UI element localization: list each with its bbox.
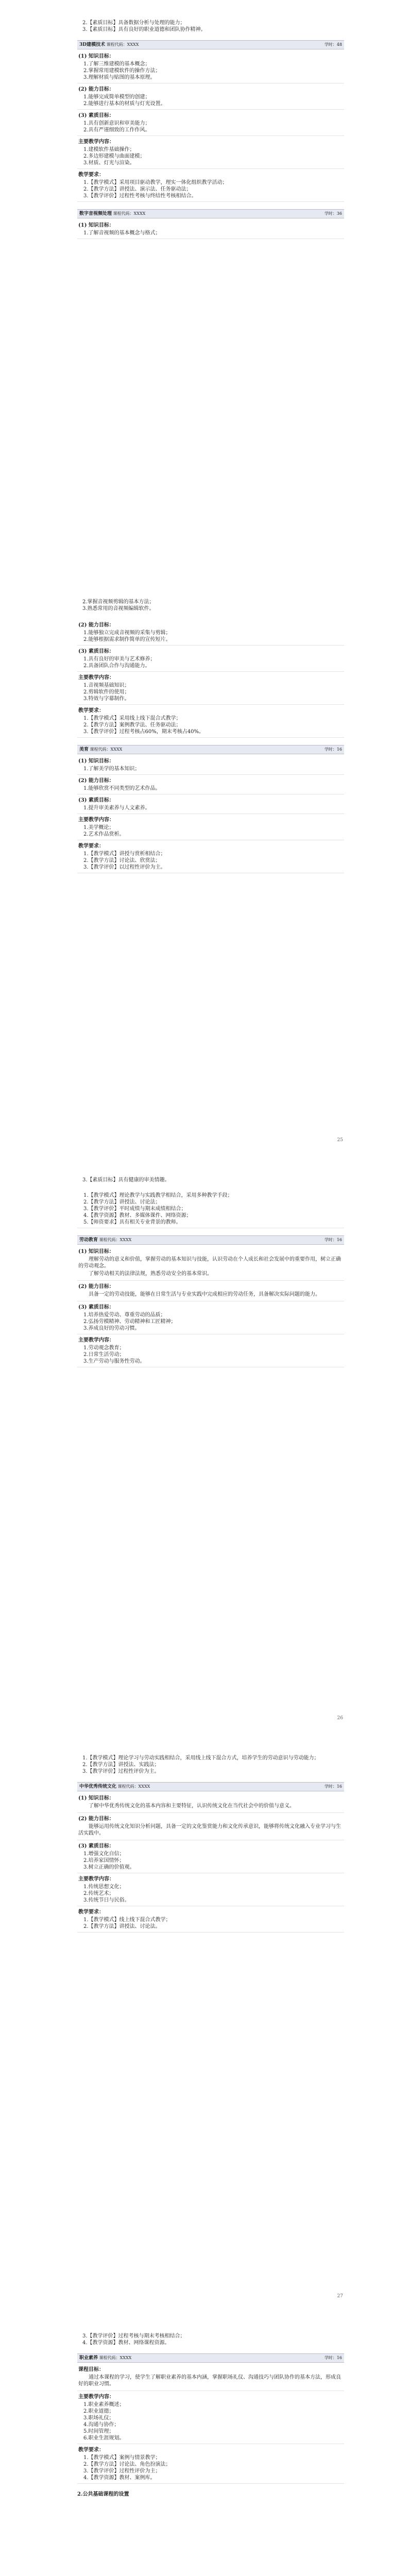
section-title: (2) 能力目标： [78,1284,114,1290]
section-title: 主要教学内容： [78,1337,114,1343]
section-line: 3.【教学评价】平时成绩与期末成绩相结合； [83,1206,186,1212]
section-line: 3.树立正确的价值观。 [83,1865,135,1870]
course-title: 中华优秀传统文化 [79,1784,117,1789]
section-line: 1.能够欣赏不同类型的艺术作品。 [83,786,161,791]
course-hours: 学时：48 [324,42,342,47]
course-section [77,2364,344,2391]
continued-lines [77,20,344,33]
section-line: 1.【教学模式】案例与情景教学； [83,2455,161,2461]
section-line: 2.能够根据需求制作简单的宣传短片。 [83,637,171,642]
continued-sections [77,619,344,738]
section-title: 教学要求： [78,2447,104,2453]
section-title: (1) 知识目标： [78,223,114,228]
section-line: 5.时间管理； [83,2429,114,2434]
course-title: 3D建模技术 [79,42,106,47]
section-line: 2.【教学方法】讲授法、讨论法； [83,1199,161,1205]
course-section [77,1334,344,1367]
course-section [77,219,344,239]
section-line: 3.【教学评价】过程考核占60%，期末考核占40%。 [83,729,204,735]
page-number: 27 [337,2294,343,2299]
section-line: 2.【教学方法】讲授法、演示法、任务驱动法； [83,187,192,192]
section-title: (3) 素质目标： [78,113,114,118]
section-line: 3.【教学评价】过程性考核与终结性考核相结合。 [83,193,197,199]
section-heading: 2.公共基础课程的设置 [77,2492,129,2497]
continued-lines [77,1177,344,1183]
page-content [77,2333,344,2500]
section-line: 2.弘扬劳模精神、劳动精神和工匠精神； [83,1319,176,1325]
course-section [77,136,344,169]
course-title: 美育 [79,747,89,752]
section-line: 1.了解音视频的基本概念与格式； [83,230,161,236]
section-line: 1.劳动观念教育； [83,1345,125,1351]
course-section [77,1906,344,1933]
section-title: 主要教学内容： [78,2394,114,2400]
section-line: 1.传统思想文化； [83,1884,125,1890]
section-line: 3.【教学评价】过程性评价为主； [83,2468,161,2474]
course-section [77,775,344,794]
section-title: (3) 素质目标： [78,649,114,654]
text-line: 3.【教学评价】过程性评价为主。 [82,1769,160,1774]
section-line: 2.职业道德； [83,2409,114,2414]
section-line: 1.培养热爱劳动、尊重劳动的品质； [83,1312,166,1318]
text-line: 2.掌握音视频剪辑的基本方法； [82,599,155,605]
section-title: 课程目标： [78,2367,104,2372]
course-title: 劳动教育 [79,1238,98,1243]
course-section [77,840,344,873]
course-section [77,2444,344,2484]
section-line: 2.具备团队合作与沟通能力。 [83,663,150,669]
course-section [77,814,344,840]
section-title: (2) 能力目标： [78,87,114,92]
section-line: 1.【教学模式】采用线上线下混合式教学； [83,716,181,721]
document-page [0,0,409,578]
course-title-group [79,2354,131,2362]
section-line: 1.【教学模式】采用项目驱动教学，理实一体化组织教学活动； [83,180,228,185]
course-section [77,1840,344,1873]
text-line: 2.【教学方法】讲授法、实践法； [82,1762,160,1768]
continued-sections [77,1191,344,1228]
course-title-group [79,745,122,754]
course-hours: 学时：16 [324,1784,342,1789]
section-line: 3.传统节日与民俗。 [83,1897,130,1903]
section-line: 1.能够独立完成音视频的采集与剪辑； [83,630,171,636]
section-title: (2) 能力目标： [78,778,114,784]
course-section [77,110,344,136]
course-hours: 学时：16 [324,2355,342,2360]
page-content [77,1177,344,1375]
course-block [77,1235,344,1367]
section-title: 教学要求： [78,1909,104,1915]
section-line: 2.掌握常用建模软件的操作方法； [83,68,161,74]
course-section [77,1813,344,1840]
text-line: 2.【素质目标】具备数据分析与处理的能力； [82,20,185,26]
section-line: 3.材质、灯光与渲染。 [83,160,135,166]
section-line: 3.养成良好的劳动习惯。 [83,1326,140,1331]
section-line: 1.具有良好的审美与艺术修养； [83,656,156,662]
course-header [77,2353,344,2363]
section-line: 2.艺术作品赏析。 [83,832,125,837]
course-title: 数字音视频处理 [79,211,112,216]
section-title: (1) 知识目标： [78,1249,114,1255]
section-line: 2.【教学方法】讨论法、欣赏法； [83,858,161,863]
course-section [77,619,344,646]
course-block [77,745,344,873]
section-line: 1.具有创新意识和审美能力； [83,121,150,126]
section-title: (2) 能力目标： [78,622,114,628]
section-line: 1.提升审美素养与人文素养。 [83,805,150,811]
continued-lines [77,1755,344,1775]
section-title: (1) 知识目标： [78,758,114,764]
course-block [77,209,344,239]
section-line: 2.日常生活劳动； [83,1352,125,1358]
section-line: 1.【教学模式】讲授与赏析相结合； [83,851,166,857]
section-line: 3.理解材质与贴图的基本原理。 [83,75,156,80]
section-line: 3.【教学评价】以过程性评价为主。 [83,865,166,870]
section-line: 1.职业素养概述； [83,2402,125,2408]
text-line: 3.【素质目标】具有良好的职业道德和团队协作精神。 [82,27,206,32]
course-code: 课程代码：XXXX [98,2355,132,2360]
section-line: 1.能够完成简单模型的创建； [83,94,150,100]
course-section [77,2391,344,2444]
document-page [0,1156,409,1734]
course-code: 课程代码：XXXX [116,1784,150,1789]
section-line: 4.【教学资源】教材、多媒体课件、网络资源； [83,1213,192,1218]
section-paragraph: 了解劳动相关的法律法规，熟悉劳动安全的基本常识。 [89,1271,212,1277]
course-header [77,1235,344,1245]
section-line: 3.职场礼仪； [83,2415,114,2421]
course-hours: 学时：36 [324,211,342,216]
section-title: 教学要求： [78,172,104,178]
document-page [0,2312,409,2576]
document-page [0,578,409,1156]
section-title: (2) 能力目标： [78,1816,114,1822]
course-title-group [79,210,145,218]
section-line: 2.传统艺术； [83,1891,114,1896]
section-line: 1.美学概论； [83,825,114,831]
course-block [77,40,344,202]
section-line: 2.具有严谨细致的工作作风。 [83,127,150,133]
course-hours: 学时：16 [324,1238,342,1242]
section-line: 2.剪辑软件的使用； [83,689,130,695]
section-title: (3) 素质目标： [78,1304,114,1310]
section-line: 1.【教学模式】理论教学与实践教学相结合，采用多种教学手段； [83,1193,233,1198]
course-code: 课程代码：XXXX [98,1238,132,1242]
course-title: 职业素养 [79,2355,98,2361]
section-title: (1) 知识目标： [78,54,114,59]
section-line: 1.建模软件基础操作； [83,147,135,152]
text-line: 4.【教学资源】教材、网络课程资源。 [82,2340,170,2346]
section-line: 2.【教学方法】讲授法、讨论法。 [83,1924,161,1929]
course-title-group [79,1783,150,1791]
section-paragraph: 了解中华优秀传统文化的基本内容和主要特征，认识传统文化在当代社会中的价值与意义。 [89,1803,295,1809]
section-line: 2.培养家国情怀； [83,1858,125,1863]
course-title-group [79,1236,131,1244]
section-title: 主要教学内容： [78,139,114,145]
section-line: 4.沟通与协作； [83,2422,120,2428]
section-line: 2.多边形建模与曲面建模； [83,154,145,159]
section-line: 3.生产劳动与服务性劳动。 [83,1359,145,1364]
section-title: 主要教学内容： [78,817,114,823]
course-block [77,1782,344,1933]
course-section [77,646,344,672]
course-header [77,745,344,754]
course-code: 课程代码：XXXX [112,211,146,216]
course-section [77,1246,344,1281]
text-line: 3.熟悉常用的音视频编辑软件。 [82,606,155,612]
course-section [77,83,344,110]
page-number: 25 [337,1138,343,1143]
section-paragraph: 通过本课程的学习，使学生了解职业素养的基本内涵，掌握职场礼仪、沟通技巧与团队协作的基本方法，形成良好的职业习惯。 [78,2375,341,2387]
page-content [77,20,344,246]
section-line: 2.【教学方法】讨论法、角色扮演法； [83,2462,171,2467]
course-section [77,1792,344,1813]
section-line: 6.职业生涯规划。 [83,2435,125,2441]
course-section [77,1281,344,1301]
section-line: 1.【教学模式】线上线下混合式教学； [83,1917,171,1923]
course-header [77,1782,344,1791]
course-code: 课程代码：XXXX [89,747,123,752]
section-paragraph: 具备一定的劳动技能，能够在日常生活与专业实践中完成相应的劳动任务，具备解决实际问题的能力。 [89,1292,320,1297]
course-header [77,209,344,218]
course-header [77,40,344,49]
text-line: 1.【教学模式】理论学习与劳动实践相结合，采用线上线下混合方式，培养学生的劳动意识与劳动能力； [82,1755,319,1761]
course-section [77,1191,344,1228]
course-block [77,2353,344,2484]
section-line: 1.音视频基础知识； [83,683,130,688]
page-number: 26 [337,1716,343,1721]
text-line: 3.【教学评价】过程考核与期末考核相结合； [82,2333,185,2339]
course-section [77,50,344,83]
course-section [77,169,344,202]
section-line: 1.了解三维建模的基本概念； [83,61,150,67]
section-title: 教学要求： [78,843,104,849]
course-section [77,672,344,705]
section-title: 主要教学内容： [78,675,114,681]
continued-lines [77,599,344,612]
course-section [77,755,344,775]
section-title: 教学要求： [78,708,104,714]
section-title: 主要教学内容： [78,1876,114,1882]
section-line: 4.【教学资源】教材、案例库。 [83,2475,156,2481]
text-line: 3.【素质目标】具有健康的审美情趣。 [82,1177,170,1183]
course-title-group [79,41,139,49]
course-code: 课程代码：XXXX [105,42,139,47]
section-line: 1.了解美学的基本知识； [83,766,140,772]
course-hours: 学时：16 [324,747,342,752]
section-line: 5.【师资要求】具有相关专业背景的教师。 [83,1219,181,1225]
course-section [77,1301,344,1334]
section-line: 3.特效与字幕制作。 [83,696,130,702]
section-title: (1) 知识目标： [78,1795,114,1801]
continued-lines [77,2333,344,2346]
section-line: 2.【教学方法】案例教学法、任务驱动法； [83,722,181,728]
course-section [77,705,344,738]
course-section [77,1873,344,1906]
section-paragraph: 理解劳动的意义和价值，掌握劳动的基本知识与技能，认识劳动在个人成长和社会发展中的重要作用，树立正确的劳动观念。 [78,1257,341,1269]
section-line: 1.增强文化自信； [83,1851,125,1857]
course-section [77,794,344,814]
page-content [77,1755,344,1940]
section-title: (3) 素质目标： [78,798,114,803]
page-content [77,599,344,880]
section-line: 2.能够进行基本的材质与灯光设置。 [83,101,166,107]
document-page [0,1734,409,2312]
section-title: (3) 素质目标： [78,1843,114,1849]
section-paragraph: 能够运用传统文化知识分析问题，具备一定的文化鉴赏能力和文化传承意识，能够将传统文化融入专业学习与生活实践中。 [78,1824,341,1836]
